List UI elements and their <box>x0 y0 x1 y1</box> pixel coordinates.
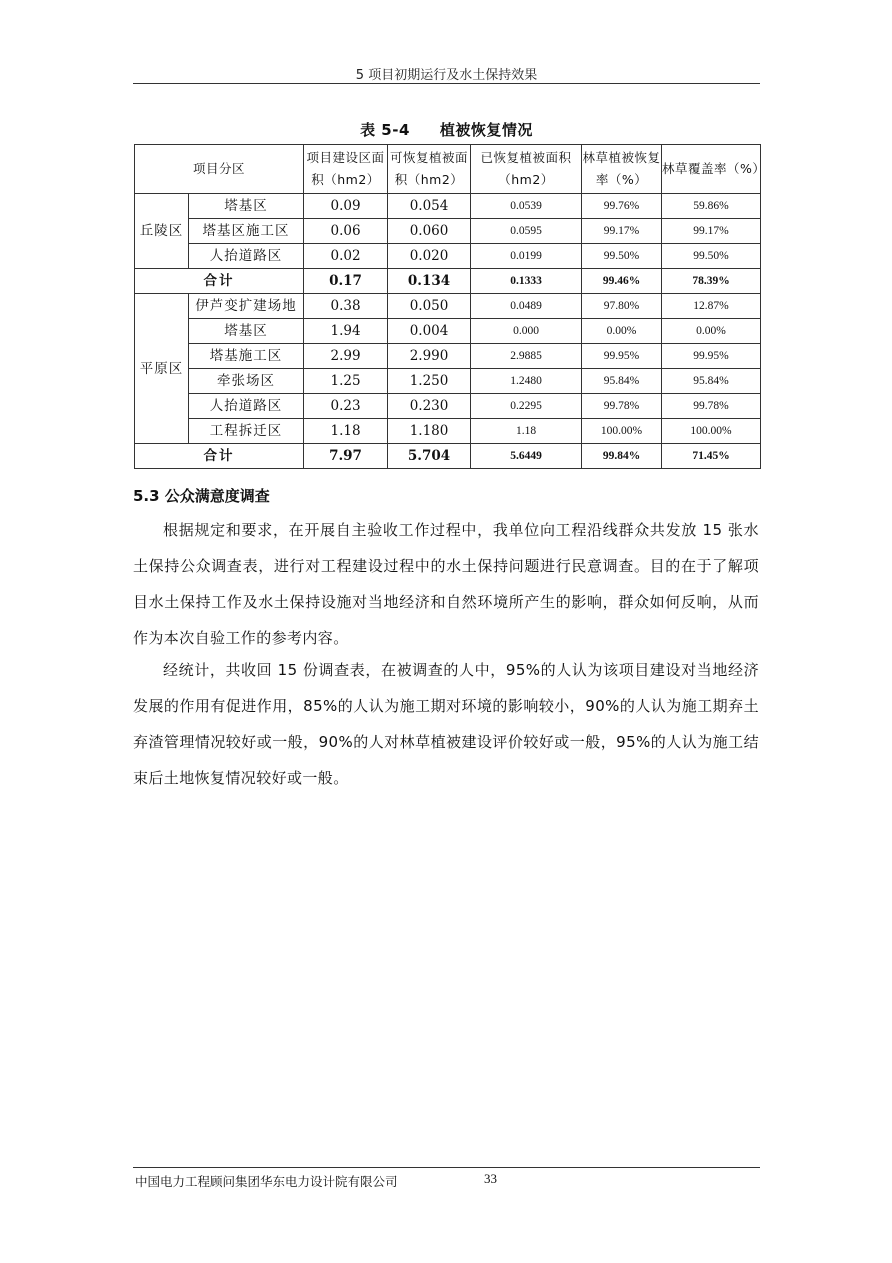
value-cell: 0.0539 <box>471 194 582 219</box>
value-cell: 99.95% <box>662 344 761 369</box>
total-value-cell: 7.97 <box>304 444 388 469</box>
value-cell: 99.50% <box>662 244 761 269</box>
table-row <box>135 194 761 219</box>
value-cell: 99.78% <box>582 394 662 419</box>
value-cell: 0.230 <box>388 394 471 419</box>
table-row <box>135 294 761 319</box>
subzone-cell: 塔基区施工区 <box>189 219 304 244</box>
value-cell: 2.990 <box>388 344 471 369</box>
value-cell: 0.09 <box>304 194 388 219</box>
value-cell: 1.18 <box>304 419 388 444</box>
section-heading: 5.3 公众满意度调查 <box>133 487 270 505</box>
value-cell: 59.86% <box>662 194 761 219</box>
value-cell: 0.000 <box>471 319 582 344</box>
value-cell: 0.0595 <box>471 219 582 244</box>
value-cell: 0.2295 <box>471 394 582 419</box>
value-cell: 0.06 <box>304 219 388 244</box>
value-cell: 0.38 <box>304 294 388 319</box>
table-number: 表 5-4 <box>360 121 410 139</box>
table-row <box>135 244 761 269</box>
page-number: 33 <box>484 1171 497 1186</box>
value-cell: 1.250 <box>388 369 471 394</box>
zone-cell: 平原区 <box>135 294 189 444</box>
subzone-cell: 塔基施工区 <box>189 344 304 369</box>
header-recovery-rate: 林草植被恢复率（%） <box>582 145 662 194</box>
header-coverage-rate: 林草覆盖率（%） <box>662 145 761 194</box>
value-cell: 0.0199 <box>471 244 582 269</box>
value-cell: 1.2480 <box>471 369 582 394</box>
value-cell: 12.87% <box>662 294 761 319</box>
value-cell: 0.020 <box>388 244 471 269</box>
total-value-cell: 78.39% <box>662 269 761 294</box>
header-recovered: 已恢复植被面积（hm2） <box>471 145 582 194</box>
total-label-cell: 合计 <box>135 269 304 294</box>
table-title <box>133 119 760 140</box>
table-total-row <box>135 444 761 469</box>
value-cell: 0.23 <box>304 394 388 419</box>
value-cell: 0.050 <box>388 294 471 319</box>
subzone-cell: 塔基区 <box>189 319 304 344</box>
subzone-cell: 人抬道路区 <box>189 394 304 419</box>
value-cell: 2.99 <box>304 344 388 369</box>
value-cell: 99.78% <box>662 394 761 419</box>
table-name: 植被恢复情况 <box>439 121 533 139</box>
value-cell: 0.0489 <box>471 294 582 319</box>
paragraph: 根据规定和要求，在开展自主验收工作过程中，我单位向工程沿线群众共发放 15 张水土保持公众调查表，进行对工程建设过程中的水土保持问题进行民意调查。目的在于了解项目水土保持工作及水土保持设施对当地经济和自然环境所产生的影响，群众如何反响，从而作为本次自验工作的参考内容。 <box>133 521 759 647</box>
table-row <box>135 419 761 444</box>
value-cell: 99.17% <box>662 219 761 244</box>
value-cell: 97.80% <box>582 294 662 319</box>
total-value-cell: 0.134 <box>388 269 471 294</box>
header-recoverable: 可恢复植被面积（hm2） <box>388 145 471 194</box>
total-value-cell: 5.6449 <box>471 444 582 469</box>
value-cell: 99.17% <box>582 219 662 244</box>
value-cell: 1.94 <box>304 319 388 344</box>
value-cell: 0.00% <box>662 319 761 344</box>
value-cell: 100.00% <box>662 419 761 444</box>
subzone-cell: 人抬道路区 <box>189 244 304 269</box>
table-row <box>135 344 761 369</box>
table-row <box>135 219 761 244</box>
header-construction: 项目建设区面积（hm2） <box>304 145 388 194</box>
total-value-cell: 71.45% <box>662 444 761 469</box>
value-cell: 95.84% <box>662 369 761 394</box>
zone-cell: 丘陵区 <box>135 194 189 269</box>
value-cell: 0.054 <box>388 194 471 219</box>
table-row <box>135 319 761 344</box>
table-row <box>135 369 761 394</box>
value-cell: 95.84% <box>582 369 662 394</box>
value-cell: 99.95% <box>582 344 662 369</box>
footer-company: 中国电力工程顾问集团华东电力设计院有限公司 <box>135 1174 398 1189</box>
header-area: 项目分区 <box>135 145 304 194</box>
subzone-cell: 工程拆迁区 <box>189 419 304 444</box>
page-header-title: 5 项目初期运行及水土保持效果 <box>355 68 538 83</box>
total-label-cell: 合计 <box>135 444 304 469</box>
total-value-cell: 0.1333 <box>471 269 582 294</box>
value-cell: 0.060 <box>388 219 471 244</box>
paragraph: 经统计，共收回 15 份调查表，在被调查的人中，95%的人认为该项目建设对当地经济发展的作用有促进作用，85%的人认为施工期对环境的影响较小，90%的人认为施工期弃土弃渣管理情况较好或一般，90%的人对林草植被建设评价较好或一般，95%的人认为施工结束后土地恢复情况较好或一般。 <box>133 661 759 787</box>
value-cell: 100.00% <box>582 419 662 444</box>
value-cell: 1.180 <box>388 419 471 444</box>
subzone-cell: 牵张场区 <box>189 369 304 394</box>
value-cell: 0.004 <box>388 319 471 344</box>
vegetation-recovery-table <box>134 144 766 469</box>
table-total-row <box>135 269 761 294</box>
subzone-cell: 伊芦变扩建场地 <box>189 294 304 319</box>
value-cell: 1.25 <box>304 369 388 394</box>
header-rule <box>133 83 760 84</box>
subzone-cell: 塔基区 <box>189 194 304 219</box>
table-row <box>135 394 761 419</box>
total-value-cell: 0.17 <box>304 269 388 294</box>
total-value-cell: 99.46% <box>582 269 662 294</box>
total-value-cell: 99.84% <box>582 444 662 469</box>
footer-rule <box>133 1167 760 1168</box>
table-header-row <box>135 145 761 194</box>
value-cell: 99.76% <box>582 194 662 219</box>
value-cell: 2.9885 <box>471 344 582 369</box>
total-value-cell: 5.704 <box>388 444 471 469</box>
value-cell: 0.02 <box>304 244 388 269</box>
value-cell: 99.50% <box>582 244 662 269</box>
value-cell: 0.00% <box>582 319 662 344</box>
value-cell: 1.18 <box>471 419 582 444</box>
